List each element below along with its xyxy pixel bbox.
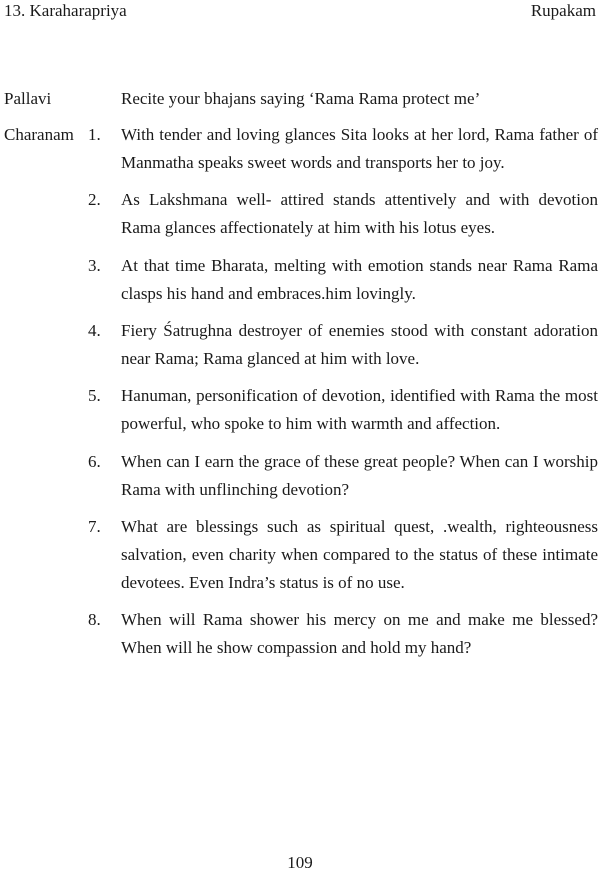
verse-number: 5. xyxy=(88,386,101,405)
tala-name: Rupakam xyxy=(530,1,596,20)
verse-text: When can I earn the grace of these great people? When can I worship Rama with unflinching devotion? xyxy=(121,452,598,499)
pallavi-text: Recite your bhajans saying ‘Rama Rama protect me’ xyxy=(121,89,481,108)
verse-number: 7. xyxy=(88,517,101,536)
pallavi-label: Pallavi xyxy=(4,89,52,108)
page-number: 109 xyxy=(287,853,313,872)
verse-text: With tender and loving glances Sita looks at her lord, Rama father of Manmatha speaks sweet words and transports her to joy. xyxy=(121,125,598,172)
verse-number: 1. xyxy=(88,125,101,144)
verse-number: 4. xyxy=(88,321,101,340)
verse-number: 6. xyxy=(88,452,101,471)
chapter-title: 13. Karaharapriya xyxy=(4,1,127,20)
verse-text: As Lakshmana well- attired stands attentively and with devotion Rama glances affectionately at him with his lotus eyes. xyxy=(121,190,598,237)
verse-text: What are blessings such as spiritual quest, .wealth, righteousness salvation, even charity when compared to the status of these intimate devotees. Even Indra’s status is of no use. xyxy=(121,517,598,592)
verse-text: At that time Bharata, melting with emotion stands near Rama Rama clasps his hand and embraces.him lovingly. xyxy=(121,256,598,303)
verse-number: 2. xyxy=(88,190,101,209)
verse-number: 3. xyxy=(88,256,101,275)
charanam-label: Charanam xyxy=(4,125,74,144)
verse-text: Fiery Śatrughna destroyer of enemies stood with constant adoration near Rama; Rama glanced at him with love. xyxy=(121,321,598,368)
verse-text: Hanuman, personification of devotion, identified with Rama the most powerful, who spoke to him with warmth and affection. xyxy=(121,386,598,433)
verse-number: 8. xyxy=(88,610,101,629)
verse-text: When will Rama shower his mercy on me and make me blessed? When will he show compassion and hold my hand? xyxy=(121,610,598,657)
